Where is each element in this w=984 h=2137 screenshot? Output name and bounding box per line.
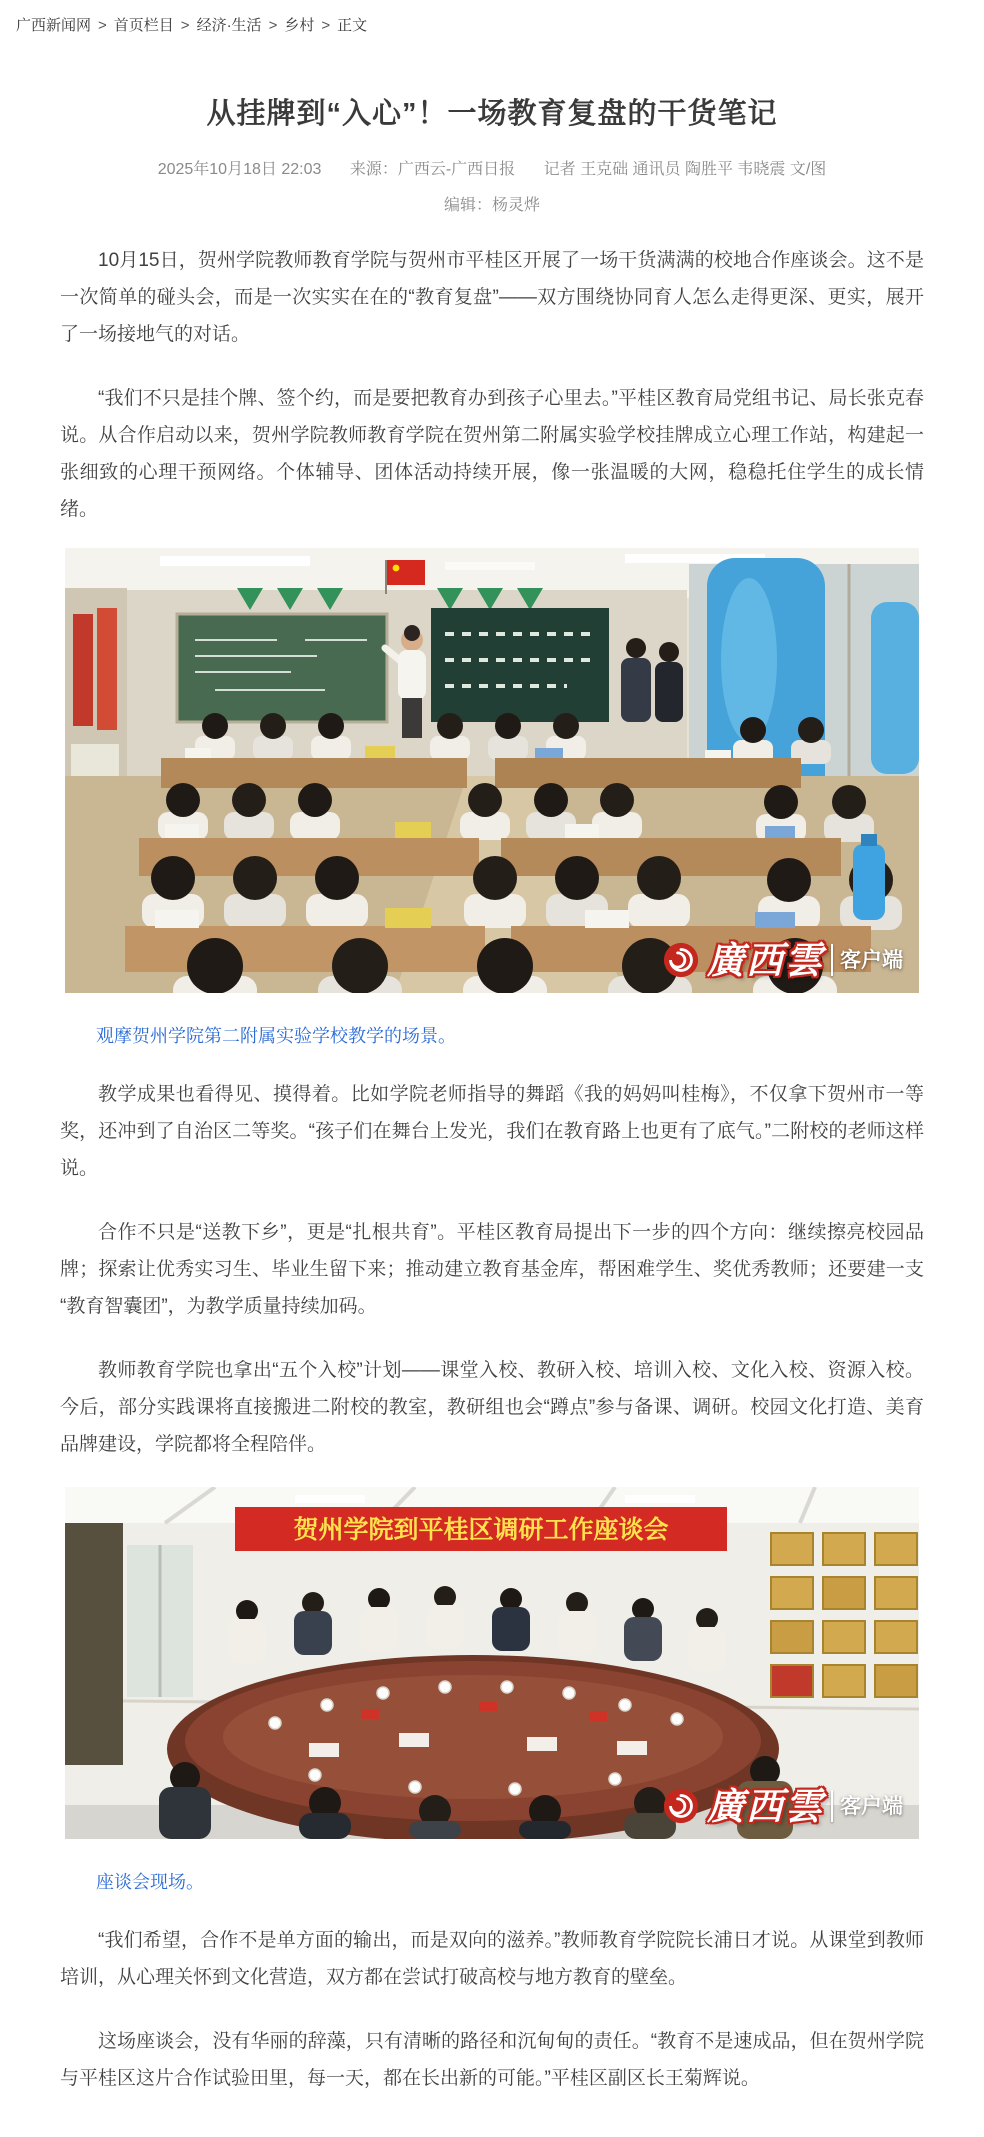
publish-datetime: 2025年10月18日 22:03 bbox=[157, 161, 322, 178]
water-bottle bbox=[853, 834, 885, 920]
watermark bbox=[662, 941, 903, 979]
paragraph: 教学成果也看得见、摸得着。比如学院老师指导的舞蹈《我的妈妈叫桂梅》，不仅拿下贺州市一等奖，还冲到了自治区二等奖。“孩子们在舞台上发光，我们在教育路上也更有了底气。”二附校的老师这样说。 bbox=[60, 1084, 924, 1179]
paragraph: 10月15日，贺州学院教师教育学院与贺州市平桂区开展了一场干货满满的校地合作座谈会。这不是一次简单的碰头会，而是一次实实在在的“教育复盘”——双方围绕协同育人怎么走得更深、更实，展开了一场接地气的对话。 bbox=[60, 250, 924, 345]
breadcrumb-separator: > bbox=[321, 17, 331, 34]
article-source: 来源：广西云-广西日报 bbox=[349, 161, 516, 178]
watermark-brand: 廣西雲 bbox=[707, 939, 824, 981]
meeting-photo-figure[interactable] bbox=[65, 1487, 919, 1839]
banner-text: 贺州学院到平桂区调研工作座谈会 bbox=[293, 1516, 669, 1544]
paragraph: “我们希望，合作不是单方面的输出，而是双向的滋养。”教师教育学院院长浦日才说。从课堂到教师培训，从心理关怀到文化营造，双方都在尝试打破高校与地方教育的壁垒。 bbox=[60, 1930, 924, 1988]
watermark-brand: 廣西雲 bbox=[707, 1785, 824, 1827]
breadcrumb-separator: > bbox=[180, 17, 190, 34]
paragraph: “我们不只是挂个牌、签个约，而是要把教育办到孩子心里去。”平桂区教育局党组书记、局长张克春说。从合作启动以来，贺州学院教师教育学院在贺州第二附属实验学校挂牌成立心理工作站，构建起一张细致的心理干预网络。个体辅导、团体活动持续开展，像一张温暖的大网，稳稳托住学生的成长情绪。 bbox=[60, 388, 924, 520]
breadcrumb-separator: > bbox=[98, 17, 107, 34]
article-editor: 编辑：杨灵烨 bbox=[443, 197, 540, 214]
page-title: 从挂牌到“入心”！一场教育复盘的干货笔记 bbox=[206, 98, 778, 130]
chalkboard bbox=[177, 614, 387, 722]
paragraph: 这场座谈会，没有华丽的辞藻，只有清晰的路径和沉甸甸的责任。“教育不是速成品，但在贺州学院与平桂区这片合作试验田里，每一天，都在长出新的可能。”平桂区副区长王菊辉说。 bbox=[60, 2031, 924, 2089]
article bbox=[60, 91, 924, 2137]
watermark-logo-icon bbox=[662, 1787, 700, 1825]
breadcrumb-item-rural[interactable]: 乡村 bbox=[284, 17, 315, 34]
breadcrumb-item-economy-life[interactable]: 经济·生活 bbox=[196, 17, 262, 34]
watermark-divider bbox=[831, 944, 833, 976]
breadcrumb-item-current: 正文 bbox=[337, 17, 368, 34]
photo-caption: 观摩贺州学院第二附属实验学校教学的场景。 bbox=[96, 1026, 456, 1046]
article-byline: 记者 王克础 通讯员 陶胜平 韦晓震 文/图 bbox=[543, 161, 827, 178]
watermark-logo-icon bbox=[662, 941, 700, 979]
paragraph: 合作不只是“送教下乡”，更是“扎根共育”。平桂区教育局提出下一步的四个方向：继续擦亮校园品牌；探索让优秀实习生、毕业生留下来；推动建立教育基金库，帮困难学生、奖优秀教师；还要建一支“教育智囊团”，为教学质量持续加码。 bbox=[60, 1222, 924, 1317]
breadcrumb-separator: > bbox=[268, 17, 278, 34]
watermark-divider bbox=[831, 1790, 833, 1822]
paragraph: 教师教育学院也拿出“五个入校”计划——课堂入校、教研入校、培训入校、文化入校、资源入校。今后，部分实践课将直接搬进二附校的教室，教研组也会“蹲点”参与备课、调研。校园文化打造、美育品牌建设，学院都将全程陪伴。 bbox=[60, 1360, 924, 1455]
watermark-suffix: 客户端 bbox=[840, 1794, 903, 1818]
breadcrumb-item-home[interactable]: 广西新闻网 bbox=[16, 17, 92, 34]
watermark bbox=[662, 1787, 903, 1825]
bottom-spacer bbox=[60, 2097, 924, 2137]
photo-caption: 座谈会现场。 bbox=[96, 1872, 204, 1892]
classroom-photo bbox=[65, 548, 919, 993]
meeting-banner bbox=[235, 1507, 727, 1551]
article-meta bbox=[60, 156, 924, 179]
breadcrumb-item-sections[interactable]: 首页栏目 bbox=[113, 17, 174, 34]
answer-board bbox=[431, 608, 609, 722]
watermark-suffix: 客户端 bbox=[840, 948, 903, 972]
breadcrumb bbox=[0, 0, 984, 39]
classroom-photo-figure[interactable] bbox=[65, 548, 919, 993]
